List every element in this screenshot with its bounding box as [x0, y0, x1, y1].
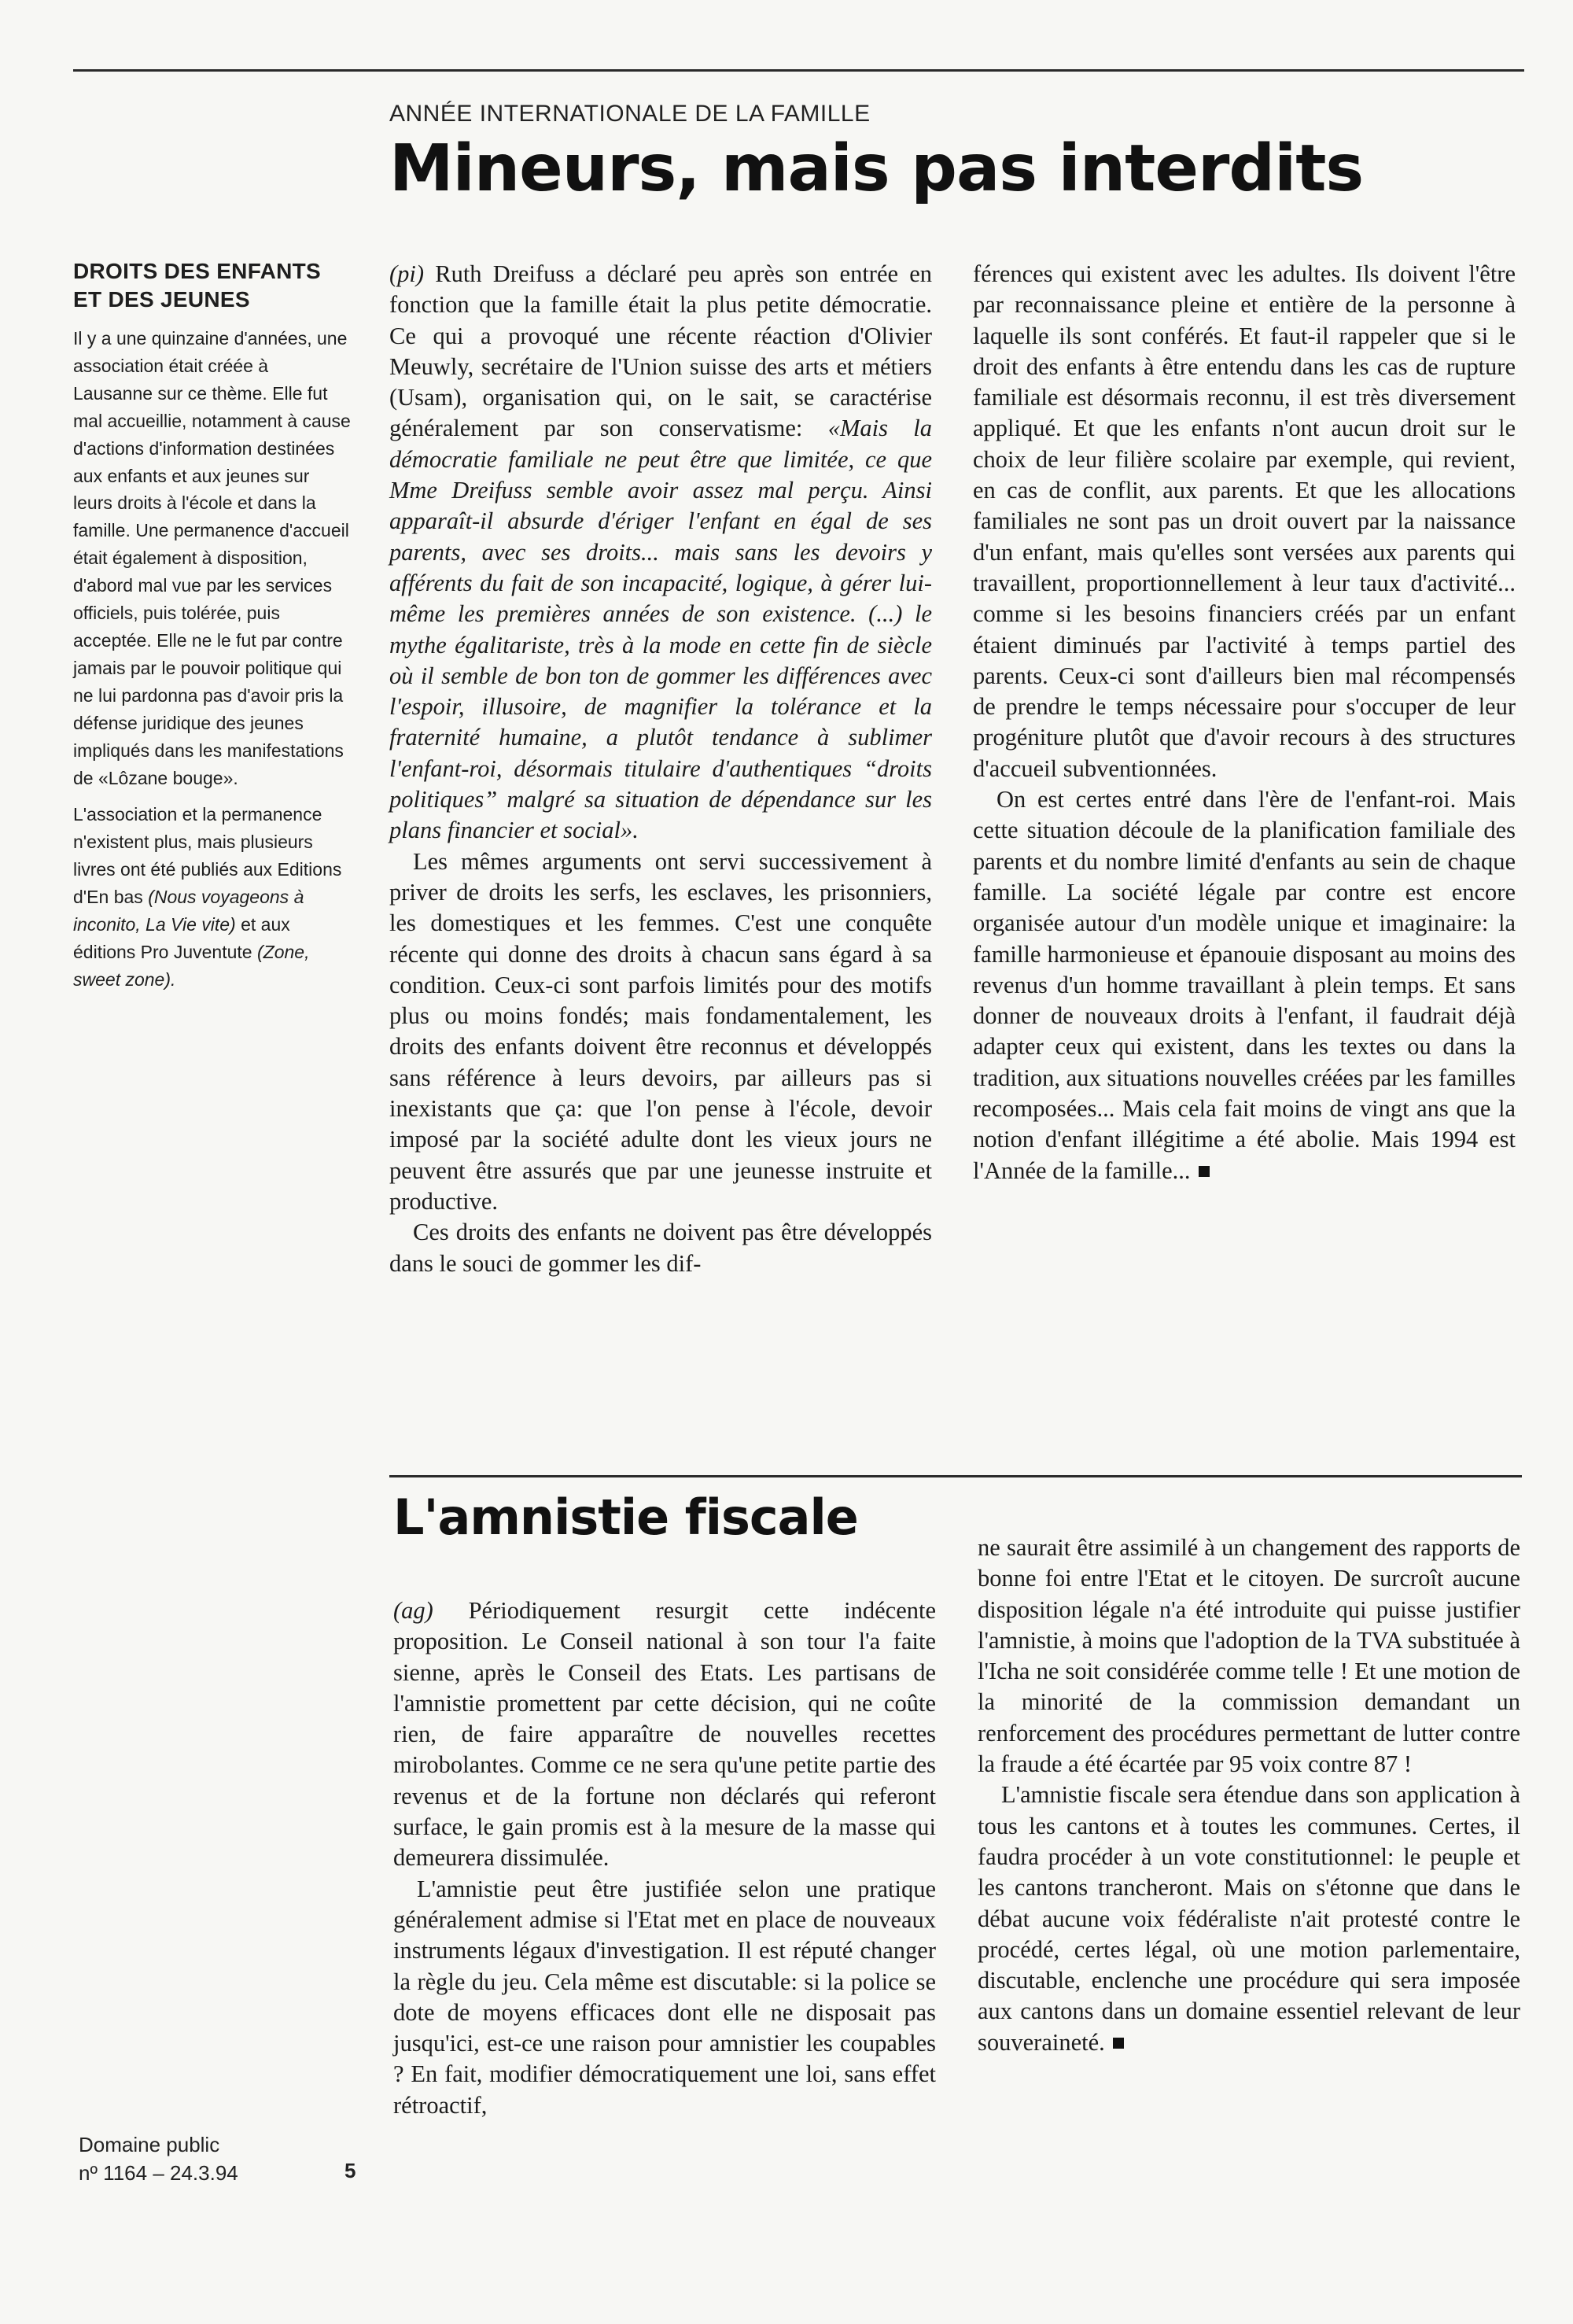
article2-headline: L'amnistie fiscale: [393, 1488, 858, 1546]
article-paragraph: férences qui existent avec les adultes. Ils doivent l'être par reconnaissance pleine et entière de la personne à laquelle ils sont conférés. Et faut-il rappeler que si le droit des enfants à être entendu dans les cas de rupture familiale est désormais reconnu, il est très diversement appliqué. Et que les enfants n'ont aucun droit sur le choix de leur filière scolaire par exemple, qui revient, en cas de conflit, aux parents. Et que les allocations familiales ne sont pas un droit ouvert par la naissance d'un enfant, mais qu'elles sont versées aux parents qui travaillent, proportionnellement à leur taux d'activité... comme si les besoins financiers créés par un enfant étaient diminués par l'activité à temps partiel des parents. Ceux-ci sont d'ailleurs bien mal récompensés de prendre le temps nécessaire pour s'occuper de leur progéniture plutôt que d'avoir recours à des structures d'accueil subventionnées.: [973, 260, 1516, 782]
article1-column-1: [389, 259, 932, 1279]
article-kicker: ANNÉE INTERNATIONALE DE LA FAMILLE: [389, 101, 871, 127]
sidebar-title: DROITS DES ENFANTS ET DES JEUNES: [73, 259, 321, 312]
top-rule: [73, 69, 1524, 72]
quotation: «Mais la démocratie familiale ne peut être que limitée, ce que Mme Dreifuss semble avoir assez mal perçu. Ainsi apparaît-il absurde d'ériger l'enfant en égal de ses parents, avec ses droits... mais sans les devoirs y afférents du fait de son incapacité, logique, à gérer lui-même les premières années de son existence. (...) le mythe égalitariste, très à la mode en cette fin de siècle où il semble de bon ton de gommer les différences avec l'espoir, illusoire, de magnifier la tolérance et la fraternité humaine, a plutôt tendance à sublimer l'enfant-roi, désormais titulaire d'authentiques “droits politiques” malgré sa situation de dépendance sur les plans financier et social».: [389, 415, 932, 844]
end-of-article-mark: [1199, 1166, 1210, 1177]
sidebar-paragraph: Il y a une quinzaine d'années, une association était créée à Lausanne sur ce thème. Elle fut mal accueillie, notamment à cause d'actions d'information destinées aux enfants et aux jeunes sur leurs droits à l'école et dans la famille. Une permanence d'accueil était également à disposition, d'abord mal vue par les services officiels, puis tolérée, puis acceptée. Elle ne le fut par contre jamais par le pouvoir politique qui ne lui pardonna pas d'avoir pris la défense juridique des jeunes impliqués dans les manifestations de «Lôzane bouge».: [73, 328, 351, 788]
page-number: 5: [344, 2159, 356, 2182]
author-tag: (ag): [393, 1597, 433, 1624]
article-paragraph: L'amnistie fiscale sera étendue dans son application à tous les cantons et à toutes les communes. Certes, il faudra procéder à un vote constitutionnel: le peuple et les cantons trancheront. Mais on s'étonne que dans le débat aucune voix fédéraliste n'ait protesté contre le procédé, certes légal, où une motion parlementaire, discutable, enclenche une procédure qui sera imposée aux cantons dans un domaine essentiel relevant de leur souveraineté.: [978, 1781, 1520, 2056]
section-rule: [389, 1475, 1522, 1477]
article-paragraph: L'amnistie peut être justifiée selon une pratique généralement admise si l'Etat met en place de nouveaux instruments légaux d'investigation. Il est réputé changer la règle du jeu. Cela même est discutable: si la police se dote de moyens efficaces dont elle ne disposait pas jusqu'ici, est-ce une raison pour amnistier les coupables ? En fait, modifier démocratiquement une loi, sans effet rétroactif,: [393, 1875, 936, 2119]
end-of-article-mark: [1113, 2038, 1124, 2049]
article2-column-1: [393, 1595, 936, 2121]
article2-column-2: [978, 1533, 1520, 2058]
sidebar-box: [73, 257, 352, 1003]
sidebar-paragraph: L'association et la permanence n'existent plus, mais plusieurs livres ont été publiés aux Editions d'En bas (Nous voyageons à inconito, La Vie vite) et aux éditions Pro Juventute (Zone, sweet zone).: [73, 804, 342, 990]
article-paragraph: (pi) Ruth Dreifuss a déclaré peu après son entrée en fonction que la famille était la plus petite démocratie. Ce qui a provoqué une récente réaction d'Olivier Meuwly, secrétaire de l'Union suisse des arts et métiers (Usam), organisation qui, on le sait, se caractérise généralement par son conservatisme: «Mais la démocratie familiale ne peut être que limitée, ce que Mme Dreifuss semble avoir assez mal perçu. Ainsi apparaît-il absurde d'ériger l'enfant en égal de ses parents, avec ses droits... mais sans les devoirs y afférents du fait de son incapacité, logique, à gérer lui-même les premières années de son existence. (...) le mythe égalitariste, très à la mode en cette fin de siècle où il semble de bon ton de gommer les différences avec l'espoir, illusoire, de magnifier la tolérance et la fraternité humaine, a plutôt tendance à sublimer l'enfant-roi, désormais titulaire d'authentiques “droits politiques” malgré sa situation de dépendance sur les plans financier et social».: [389, 260, 932, 844]
page-footer: [79, 2130, 238, 2187]
author-tag: (pi): [389, 260, 425, 287]
article-paragraph: ne saurait être assimilé à un changement des rapports de bonne foi entre l'Etat et le citoyen. De surcroît aucune disposition légale n'a été introduite qui puisse justifier l'amnistie, à moins que l'adoption de la TVA substituée à l'Icha ne soit considérée comme telle ! Et une motion de la minorité de la commission demandant un renforcement des procédures permettant de lutter contre la fraude a été écartée par 95 voix contre 87 !: [978, 1534, 1520, 1778]
article-headline: Mineurs, mais pas interdits: [389, 131, 1364, 206]
article1-column-2: [973, 259, 1516, 1186]
article-paragraph: Ces droits des enfants ne doivent pas être développés dans le souci de gommer les dif-: [389, 1219, 932, 1277]
article-paragraph: (ag) Périodiquement resurgit cette indécente proposition. Le Conseil national à son tour l'a faite sienne, après le Conseil des Etats. Les partisans de l'amnistie promettent par cette décision, qui ne coûte rien, de faire apparaître de nouvelles recettes mirobolantes. Comme ce ne sera qu'une petite partie des revenus et de la fortune non déclarés qui referont surface, le gain promis est à la mesure de la masse qui demeurera dissimulée.: [393, 1597, 936, 1872]
article-paragraph: On est certes entré dans l'ère de l'enfant-roi. Mais cette situation découle de la planification familiale des parents et du nombre limité d'enfants au sein de chaque famille. La société légale par contre est encore organisée autour d'un modèle unique et imaginaire: la famille harmonieuse et épanouie disposant au moins des revenus d'un homme travaillant à plein temps. Et sans donner de nouveaux droits à l'enfant, il faudrait déjà adapter ceux qui existent, dans les textes ou dans la tradition, aux situations nouvelles créées par les familles recomposées... Mais cela fait moins de vingt ans que la notion d'enfant illégitime a été abolie. Mais 1994 est l'Année de la famille...: [973, 786, 1516, 1184]
issue-number: nº 1164 – 24.3.94: [79, 2161, 238, 2185]
publication-name: Domaine public: [79, 2133, 220, 2156]
article-paragraph: Les mêmes arguments ont servi successivement à priver de droits les serfs, les esclaves, les prisonniers, les domestiques et les femmes. C'est une conquête récente qui donne des droits à chacun sans égard à sa condition. Ceux-ci sont parfois limités pour des motifs plus ou moins fondés; mais fondamentalement, les droits des enfants doivent être reconnus et développés sans référence à leurs devoirs, par ailleurs pas si inexistants que ça: que l'on pense à l'école, devoir imposé par la société adulte dont les vieux jours ne peuvent être assurés que par une jeunesse instruite et productive.: [389, 847, 932, 1215]
